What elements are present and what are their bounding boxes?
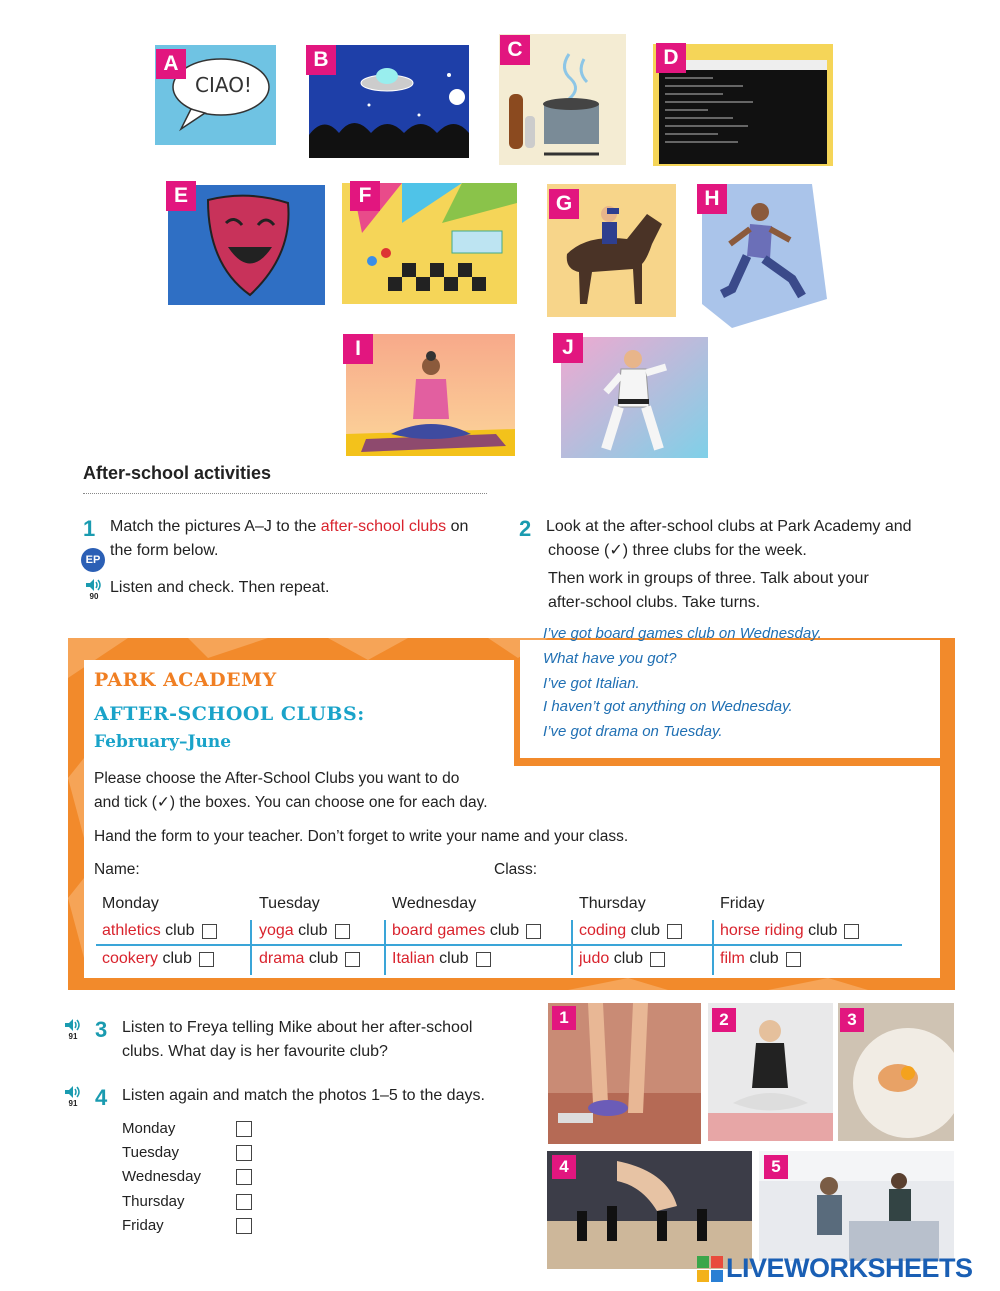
- day-heading-thursday: Thursday: [579, 895, 646, 912]
- day-heading-monday: Monday: [102, 895, 159, 912]
- example-line-4: I haven’t got anything on Wednesday.: [543, 698, 793, 715]
- label-i: I: [343, 334, 373, 364]
- exercise-2-line-2: choose (✓) three clubs for the week.: [548, 542, 807, 559]
- checkbox-film[interactable]: [786, 952, 801, 967]
- label-a: A: [156, 49, 186, 79]
- exercise-2-number: 2: [519, 516, 532, 541]
- exercise-4-line-1: Listen again and match the photos 1–5 to the days.: [122, 1087, 485, 1104]
- audio-icon-91-ex3[interactable]: [64, 1018, 82, 1040]
- column-divider-2: [384, 920, 386, 975]
- form-title-park-academy: PARK ACADEMY: [94, 669, 277, 691]
- exercise-4-number: 4: [95, 1085, 108, 1110]
- after-school-clubs-highlight: after-school clubs: [320, 518, 447, 535]
- checkbox-drama[interactable]: [345, 952, 360, 967]
- audio-track-number: 90: [89, 592, 99, 601]
- class-label: Class:: [494, 861, 538, 878]
- checkbox-judo[interactable]: [650, 952, 665, 967]
- speaker-icon: [85, 578, 103, 592]
- label-h: H: [697, 184, 727, 214]
- photo-5: [759, 1151, 954, 1261]
- answer-box-friday[interactable]: [236, 1218, 252, 1234]
- checkbox-italian[interactable]: [476, 952, 491, 967]
- audio-icon-90[interactable]: [85, 578, 103, 600]
- checkbox-coding[interactable]: [667, 924, 682, 939]
- exercise-1-listen: Listen and check. Then repeat.: [110, 579, 330, 596]
- club-judo: judo club: [579, 950, 665, 968]
- answer-box-monday[interactable]: [236, 1121, 252, 1137]
- audio-track-number: 91: [68, 1099, 78, 1108]
- club-film: film club: [720, 950, 801, 968]
- ep-badge: EP: [81, 548, 105, 572]
- checkbox-athletics[interactable]: [202, 924, 217, 939]
- example-line-5: I’ve got drama on Tuesday.: [543, 723, 723, 740]
- ciao-text: CIAO!: [195, 73, 252, 97]
- exercise-3-number: 3: [95, 1017, 108, 1042]
- column-divider-3: [571, 920, 573, 975]
- liveworksheets-logo: [697, 1256, 723, 1282]
- checkbox-board-games[interactable]: [526, 924, 541, 939]
- day-heading-friday: Friday: [720, 895, 765, 912]
- chess-photo: [547, 1151, 752, 1269]
- photo-label-5: 5: [764, 1155, 788, 1179]
- photo-label-2: 2: [712, 1008, 736, 1032]
- label-j: J: [553, 333, 583, 363]
- picture-j: [561, 337, 708, 458]
- club-cookery: cookery club: [102, 950, 214, 968]
- answer-box-thursday[interactable]: [236, 1194, 252, 1210]
- photo-label-3: 3: [840, 1008, 864, 1032]
- section-title: After-school activities: [83, 463, 272, 483]
- exercise-3-line-2: clubs. What day is her favourite club?: [122, 1043, 388, 1060]
- club-yoga: yoga club: [259, 922, 350, 940]
- label-d: D: [656, 43, 686, 73]
- club-horse-riding: horse riding club: [720, 922, 859, 940]
- form-title-after-school-clubs: AFTER-SCHOOL CLUBS:: [94, 703, 365, 725]
- exercise-2-line-3: Then work in groups of three. Talk about your: [548, 570, 869, 587]
- exercise-2-line-1: Look at the after-school clubs at Park Academy and: [546, 518, 912, 535]
- day-heading-tuesday: Tuesday: [259, 895, 320, 912]
- day-label-friday: Friday: [122, 1217, 164, 1234]
- answer-box-wednesday[interactable]: [236, 1169, 252, 1185]
- speaker-icon: [64, 1018, 82, 1032]
- label-b: B: [306, 45, 336, 75]
- club-board-games: board games club: [392, 922, 541, 940]
- day-label-thursday: Thursday: [122, 1193, 185, 1210]
- brand-icon: [697, 1256, 723, 1282]
- example-line-3: I’ve got Italian.: [543, 675, 640, 692]
- checkbox-yoga[interactable]: [335, 924, 350, 939]
- film-class-photo: [759, 1151, 954, 1261]
- name-label: Name:: [94, 861, 140, 878]
- club-athletics: athletics club: [102, 922, 217, 940]
- form-instruction-3: Hand the form to your teacher. Don’t forget to write your name and your class.: [94, 828, 629, 845]
- club-italian: Italian club: [392, 950, 491, 968]
- club-coding: coding club: [579, 922, 682, 940]
- form-instruction-1: Please choose the After-School Clubs you want to do: [94, 770, 460, 787]
- judo-illustration: [561, 337, 708, 458]
- day-label-monday: Monday: [122, 1120, 176, 1137]
- day-label-tuesday: Tuesday: [122, 1144, 179, 1161]
- audio-track-number: 91: [68, 1032, 78, 1041]
- checkbox-horse-riding[interactable]: [844, 924, 859, 939]
- table-row-divider: [96, 944, 902, 946]
- brand-wordmark: LIVEWORKSHEETS: [726, 1253, 973, 1283]
- column-divider-4: [712, 920, 714, 975]
- checkbox-cookery[interactable]: [199, 952, 214, 967]
- answer-box-tuesday[interactable]: [236, 1145, 252, 1161]
- exercise-1-instruction: Match the pictures A–J to the after-school clubs on the form below.: [110, 518, 469, 559]
- audio-icon-91-ex4[interactable]: [64, 1085, 82, 1107]
- exercise-1-number: 1: [83, 516, 96, 541]
- form-instruction-2: and tick (✓) the boxes. You can choose one for each day.: [94, 794, 488, 811]
- exercise-2-line-4: after-school clubs. Take turns.: [548, 594, 761, 611]
- exercise-3-line-1: Listen to Freya telling Mike about her after-school: [122, 1019, 473, 1036]
- liveworksheets-brand: [697, 1253, 973, 1284]
- form-title-dates: February–June: [94, 732, 232, 752]
- label-c: C: [500, 35, 530, 65]
- day-label-wednesday: Wednesday: [122, 1168, 201, 1185]
- club-drama: drama club: [259, 950, 360, 968]
- label-g: G: [549, 189, 579, 219]
- example-line-1: I’ve got board games club on Wednesday.: [543, 625, 822, 642]
- speaker-icon: [64, 1085, 82, 1099]
- photo-4: [547, 1151, 752, 1269]
- column-divider-1: [250, 920, 252, 975]
- day-heading-wednesday: Wednesday: [392, 895, 477, 912]
- photo-label-1: 1: [552, 1006, 576, 1030]
- label-e: E: [166, 181, 196, 211]
- dotted-divider: [83, 493, 487, 494]
- example-line-2: What have you got?: [543, 650, 677, 667]
- photo-label-4: 4: [552, 1155, 576, 1179]
- label-f: F: [350, 181, 380, 211]
